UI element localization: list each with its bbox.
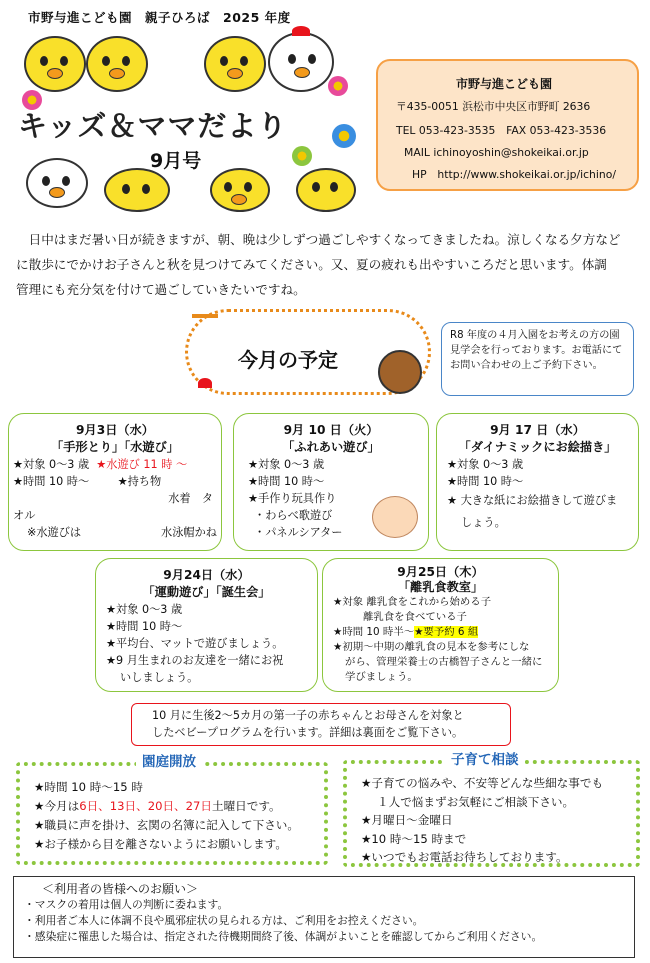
tour-notice: R8 年度の４月入園をお考えの方の園見学会を行っております。お電話にてお問い合わせの上ご予約下さい。: [441, 322, 634, 396]
event-line: ★時間 10 時～: [447, 475, 524, 488]
event-name: 「手形とり」「水遊び」: [51, 440, 179, 454]
consult-line: １人で悩まずお気軽にご相談下さい。: [377, 794, 575, 809]
event-line: ★時間 10 時～: [106, 620, 183, 633]
request-line: ・感染症に罹患した場合は、指定された待機期間終了後、体調がよいことを確認してからご利用ください。: [24, 930, 543, 943]
event-line: ★対象 0～3 歳: [447, 458, 524, 471]
chick-icon: [210, 168, 270, 212]
consult-line: ★いつでもお電話お待ちしております。: [361, 850, 568, 864]
tel-fax: TEL 053-423-3535 FAX 053-423-3536: [396, 124, 607, 137]
notice-line: したベビープログラムを行います。詳細は裏面をご覧下さい。: [152, 726, 464, 739]
event-date: 9月25日（木）: [397, 565, 484, 579]
consultation-title: 子育て相談: [445, 751, 525, 770]
event-line: ★平均台、マットで遊びましょう。: [106, 637, 284, 650]
event-line: ★初期～中期の離乳食の見本を参考にしな: [333, 641, 530, 653]
garden-line: ★お子様から目を離さないようにお願いします。: [34, 837, 287, 851]
consultation-box: [343, 752, 640, 867]
event-date: 9月24日（水）: [163, 568, 250, 582]
event-line: 離乳食を食べている子: [363, 611, 467, 623]
homepage-link[interactable]: HP http://www.shokeikai.or.jp/ichino/: [412, 168, 616, 181]
request-line: ・利用者ご本人に体調不良や風邪症状の見られる方は、ご利用をお控えください。: [24, 914, 424, 927]
hen-icon: [26, 158, 88, 208]
event-name: 「ふれあい遊び」: [282, 440, 380, 454]
chick-icon: [296, 168, 356, 212]
event-line: しょう。: [461, 516, 506, 529]
intro-text: [16, 227, 636, 302]
garden-line: ★今月は6日、13日、20日、27日土曜日です。: [34, 799, 281, 813]
event-card-sep17: [436, 413, 639, 551]
newsletter-title: キッズ＆ママだより: [18, 109, 288, 143]
event-card-sep10: [233, 413, 429, 551]
event-line: ★時間 10 時～ ★持ち物: [13, 475, 162, 488]
event-line: 学びましょう。: [345, 671, 418, 683]
event-line: ★9 月生まれのお友達を一緒にお祝: [106, 654, 284, 667]
intro-line: に散歩にでかけお子さんと秋を見つけてみてください。又、夏の疲れも出やすいころだと思います。体調: [16, 257, 607, 272]
org-name: 市野与進こども園: [456, 77, 553, 91]
event-line: ★対象 0～3 歳: [106, 603, 183, 616]
intro-line: 管理にも充分気を付けて過ごしていきたいですね。: [16, 282, 306, 297]
event-line: ★時間 10 時半～★要予約 6 組: [333, 626, 479, 638]
flower-icon: [292, 146, 312, 166]
schedule-title: 今月の予定: [238, 348, 338, 372]
mother-child-icon: [372, 496, 418, 538]
flower-icon: [328, 76, 348, 96]
chick-icon: [24, 36, 86, 92]
event-date: 9月3日（水）: [76, 423, 154, 437]
event-line: ★対象 0～3 歳 ★水遊び 11 時 ～: [13, 458, 188, 471]
event-line: ★手作り玩具作り: [248, 492, 337, 505]
garden-line: ★時間 10 時～15 時: [34, 780, 143, 794]
raccoon-icon: [378, 350, 422, 394]
event-name: 「運動遊び」「誕生会」: [142, 585, 271, 599]
consult-line: ★10 時～15 時まで: [361, 831, 467, 846]
garden-open-box: [16, 754, 328, 865]
request-title: ＜利用者の皆様へのお願い＞: [42, 882, 199, 896]
event-line: 水着 タ: [168, 492, 213, 505]
address: 〒435-0051 浜松市中央区市野町 2636: [396, 100, 591, 113]
reservation-badge: ★要予約 6 組: [414, 626, 479, 638]
mushroom-icon: [198, 378, 212, 388]
event-date: 9月 10 日（火）: [283, 423, 379, 437]
user-request-box: [13, 876, 635, 958]
event-line: ★対象 離乳食をこれから始める子: [333, 596, 492, 608]
mail-link[interactable]: MAIL ichinoyoshin@shokeikai.or.jp: [404, 146, 589, 159]
event-card-sep24: [95, 558, 318, 692]
contact-info-box: [376, 59, 639, 191]
chick-icon: [104, 168, 170, 212]
consult-line: ★月曜日～金曜日: [361, 813, 453, 827]
event-card-sep3: [8, 413, 222, 551]
header-org: 市野与進こども園 親子ひろば 2025 年度: [28, 10, 291, 25]
chick-icon: [204, 36, 266, 92]
garden-title: 園庭開放: [136, 753, 202, 772]
notice-line: 10 月に生後2～5カ月の第一子の赤ちゃんとお母さんを対象と: [152, 709, 464, 722]
event-line: ・パネルシアター: [254, 526, 343, 539]
intro-line: 日中はまだ暑い日が続きますが、朝、晩は少しずつ過ごしやすくなってきましたね。涼しくなる夕方など: [28, 232, 621, 247]
flower-icon: [332, 124, 356, 148]
dragonfly-icon: [192, 314, 218, 318]
event-line: オル: [13, 509, 36, 522]
event-line: ★対象 0～3 歳: [248, 458, 325, 471]
event-line: ★時間 10 時～: [248, 475, 325, 488]
newsletter-month: 9月号: [150, 150, 202, 172]
event-line: ★ 大きな紙にお絵描きして遊びま: [447, 494, 618, 507]
event-name: 「離乳食教室」: [397, 580, 484, 594]
chick-icon: [86, 36, 148, 92]
event-date: 9月 17 日（水）: [490, 423, 585, 437]
hen-icon: [268, 32, 334, 92]
event-line: ※水遊びは 水泳帽かね: [27, 526, 217, 539]
event-name: 「ダイナミックにお絵描き」: [458, 440, 617, 454]
garden-line: ★職員に声を掛け、玄関の名簿に記入して下さい。: [34, 818, 299, 832]
request-line: ・マスクの着用は個人の判断に委ねます。: [24, 898, 229, 911]
event-card-sep25: [322, 558, 559, 692]
event-line: ・わらべ歌遊び: [254, 509, 333, 522]
consult-line: ★子育ての悩みや、不安等どんな些細な事でも: [361, 776, 604, 790]
event-line: いしましょう。: [120, 671, 199, 684]
baby-program-notice: [131, 703, 511, 746]
event-line: がら、管理栄養士の古橋智子さんと一緒に: [345, 656, 543, 668]
